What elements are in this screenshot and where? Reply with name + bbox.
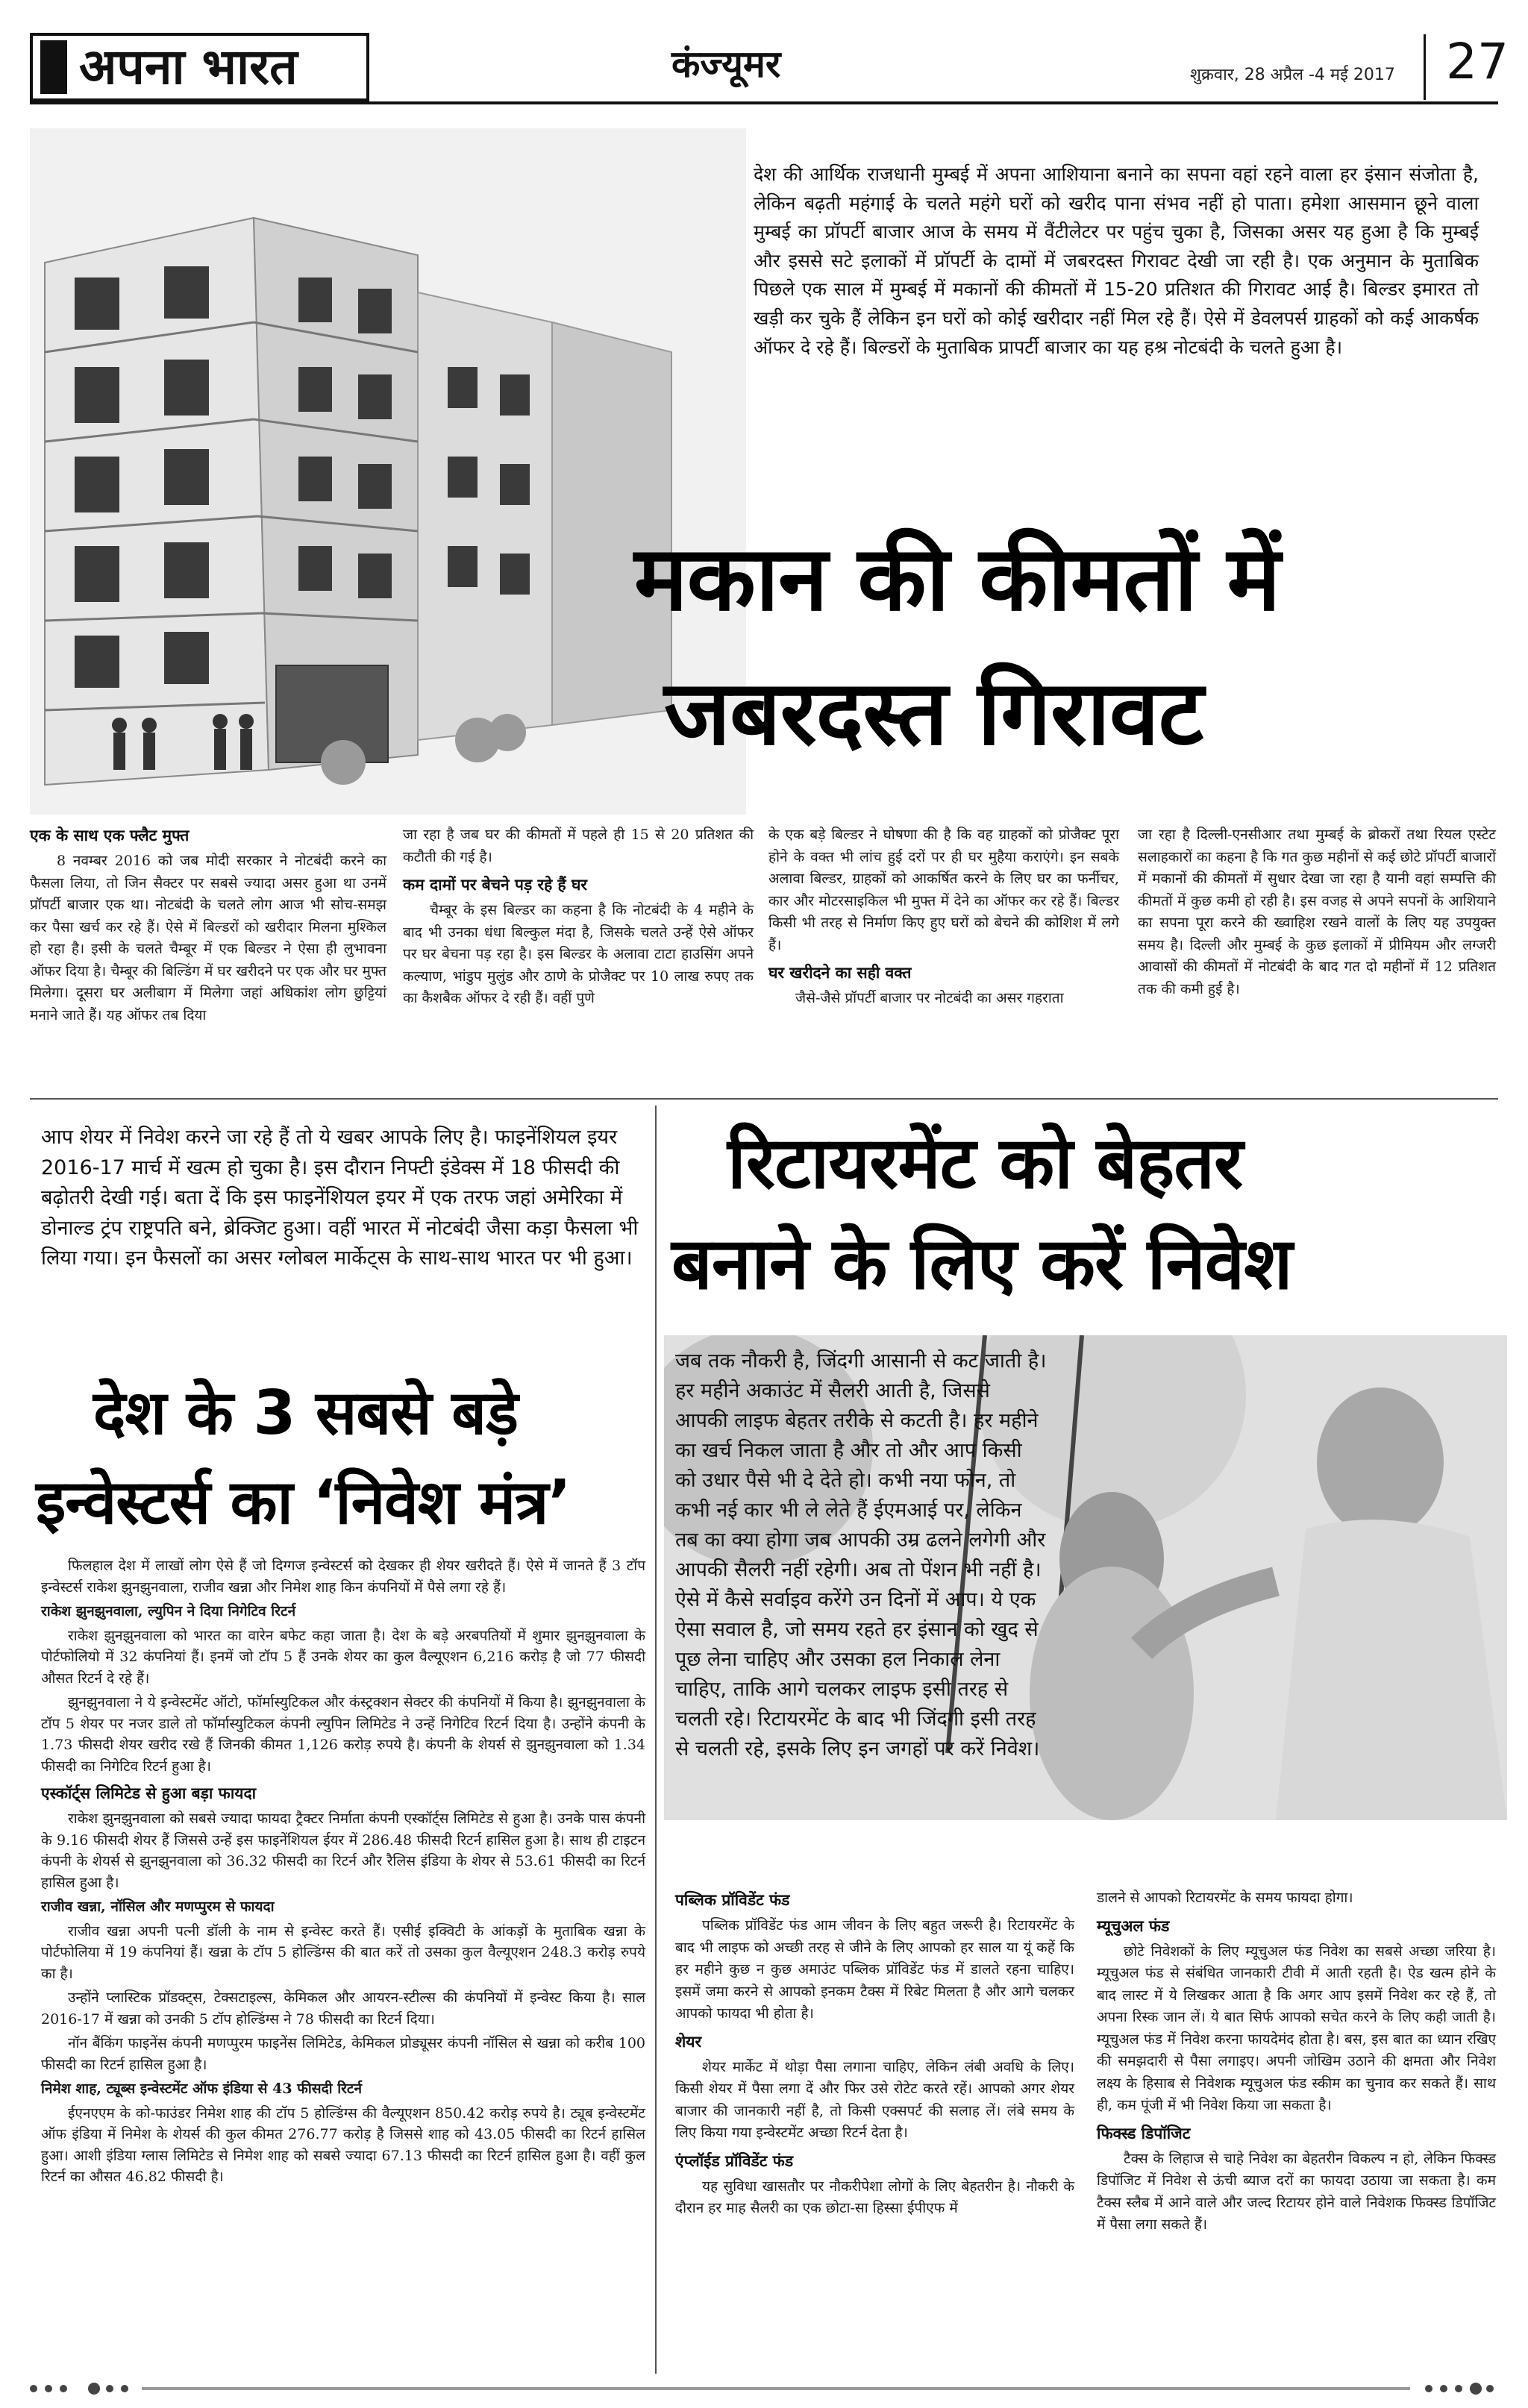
footer-dot bbox=[121, 2385, 128, 2392]
article2-subheading-4: निमेश शाह, ट्यूब्स इन्वेस्टमेंट ऑफ इंडिया से 43 फीसदी रिटर्न bbox=[41, 2081, 363, 2097]
building-illustration bbox=[30, 128, 746, 815]
article2-p3: झुनझुनवाला ने ये इन्वेस्टमेंट ऑटो, फॉर्मास्युटिकल और कंस्ट्रक्शन सेक्टर की कंपनियों में किया है। झुनझुनवाला के टॉप 5 शेयर पर नजर डाले तो फॉर्मास्युटिकल कंपनी ल्युपिन लिमिटेड ने उन्हें निगेटिव रिटर्न दिया है। उन्होंने कंपनी के 1.73 फीसदी शेयर खरीद रखे हैं जिनकी कीमत 1,126 करोड़ रुपये है। कंपनी के शेयर्स से झुनझुनवाला को 1.34 फीसदी का निगेटिव रिटर्न हुआ है। bbox=[41, 1694, 645, 1775]
article1-subheading-3: घर खरीदने का सही वक्त bbox=[768, 964, 912, 982]
footer-dot bbox=[1440, 2385, 1447, 2392]
article3-headline-line1: रिटायरमेंट को बेहतर bbox=[727, 1121, 1243, 1205]
article3-column-1 bbox=[675, 1884, 1074, 2223]
footer-dot bbox=[1425, 2385, 1432, 2392]
article3-p1: पब्लिक प्रॉविडेंट फंड आम जीवन के लिए बहुत जरूरी है। रिटायरमेंट के बाद भी लाइफ को अच्छी तरह से जीने के लिए आपको हर साल या यूं कहें कि हर महीने कुछ न कुछ अमाउंट पब्लिक प्रॉविडेंट फंड में डालते रहना चाहिए। इसमें जमा करने से आपको इनकम टैक्स में रिबेट मिलता है और आगे चलकर आपको फायदा भी होता है। bbox=[675, 1917, 1074, 2022]
section-title: कंज्यूमर bbox=[671, 43, 781, 86]
article2-p4: राकेश झुनझुनवाला को सबसे ज्यादा फायदा ट्रैक्टर निर्माता कंपनी एस्कॉर्ट्स लिमिटेड से हुआ है। उनके पास कंपनी के 9.16 फीसदी शेयर हैं जिससे उन्हें इस फाइनेंशियल ईयर में 286.48 फीसदी रिटर्न हासिल हुआ है। साथ ही टाइटन कंपनी के शेयर्स से झुनझुनवाला को 36.32 फीसदी का रिटर्न और रैलिस इंडिया के शेयर से 53.61 फीसदी का रिटर्न हासिल हुआ है। bbox=[41, 1810, 645, 1891]
article2-p6: उन्होंने प्लास्टिक प्रॉडक्ट्स, टेक्सटाइल्स, केमिकल और आयरन-स्टील्स की कंपनियों में इन्वेस्ट किया है। साल 2016-17 में खन्ना को उनकी 5 टॉप होल्डिंग्स ने 78 फीसदी का रिटर्न दिया। bbox=[41, 1990, 645, 2028]
article1-col2-text2: चैम्बूर के इस बिल्डर का कहना है कि नोटबंदी के 4 महीने के बाद भी उनका धंधा बिल्कुल मंदा है, जिसके चलते उन्हें ऐसे ऑफर पर घर बेचना पड़ रहा है। इस बिल्डर के अलावा टाटा हाउसिंग अपने कल्याण, भांडुप मुलुंड और ठाणे के प्रोजैक्ट पर 10 लाख रुपए तक का कैशबैक ऑफर दे रही हैं। वहीं पुणे bbox=[403, 902, 754, 1006]
footer-dot bbox=[1486, 2385, 1494, 2392]
article3-subheading-4: म्यूचुअल फंड bbox=[1097, 1916, 1170, 1935]
building-photo bbox=[30, 128, 746, 815]
article3-subheading-5: फिक्स्ड डिपॉजिट bbox=[1097, 2124, 1191, 2142]
article3-subheading-3: एंप्लॉईड प्रॉविडेंट फंड bbox=[675, 2151, 794, 2170]
article2-body bbox=[41, 1555, 645, 2191]
article2-subheading-2: एस्कॉर्ट्स लिमिटेड से हुआ बड़ा फायदा bbox=[41, 1784, 257, 1802]
article1-column-2 bbox=[403, 824, 754, 1013]
article2-p1: फिलहाल देश में लाखों लोग ऐसे हैं जो दिग्गज इन्वेस्टर्स को देखकर ही शेयर खरीदते हैं। ऐसे में जानते हैं 3 टॉप इन्वेस्टर्स राकेश झुनझुनवाला, राजीव खन्ना और निमेश शाह किन कंपनियों में पैसे लगा रहे हैं। bbox=[41, 1558, 645, 1596]
article2-p8: ईएनएएम के को-फाउंडर निमेश शाह की टॉप 5 होल्डिंग्स की वैल्यूएशन 850.42 करोड़ रुपये है। ट्यूब इन्वेस्टमेंट ऑफ इंडिया में निमेश के शेयर्स की कुल कीमत 276.77 करोड़ है जिससे शाह को 43.05 फीसदी का रिटर्न हासिल हुआ। आशी इंडिया ग्लास लिमिटेड से निमेश शाह को सबसे ज्यादा 67.13 फीसदी का रिटर्न हासिल हुआ है। वहीं कुल रिटर्न का औसत 46.82 फीसदी है। bbox=[41, 2104, 645, 2185]
masthead-rule bbox=[30, 101, 1498, 104]
article3-column-2 bbox=[1097, 1887, 1496, 2239]
article1-column-1 bbox=[30, 819, 386, 1029]
footer-decoration bbox=[30, 2380, 1498, 2395]
article1-col3-text: के एक बड़े बिल्डर ने घोषणा की है कि वह ग्राहकों को प्रोजैक्ट पूरा होने के वक्त भी लांच हुई दरों पर ही घर मुहैया कराएंगे। इन सबके अलावा बिल्डर, ग्राहकों को आकर्षित करने के लिए घर का फर्नीचर, कार और मोटरसाइकिल भी मुफ्त में देने का ऑफर कर रहे हैं। बिल्डर किसी भी तरह से निर्माण किए हुए घरों को बेचने की कोशिश में लगे हैं। bbox=[768, 827, 1119, 953]
article3-intro: जब तक नौकरी है, जिंदगी आसानी से कट जाती है। हर महीने अकाउंट में सैलरी आती है, जिससे आपकी लाइफ बेहतर तरीके से कटती है। हर महीने का खर्च निकल जाता है और तो और आप किसी को उधार पैसे भी दे देते हो। कभी नया फोन, तो कभी नई कार भी ले लेते हैं ईएमआई पर, लेकिन तब का क्या होगा जब आपकी उम्र ढलने लगेगी और आपकी सैलरी नहीं रहेगी। अब तो पेंशन भी नहीं है। ऐसे में कैसे सर्वाइव करेंगे उन दिनों में आप। ये एक ऐसा सवाल है, जो समय रहते हर इंसान को खुद से पूछ लेना चाहिए और उसका हल निकाल लेना चाहिए, ताकि आगे चलकर लाइफ इसी तरह से चलती रहे। रिटायरमेंट के बाद भी जिंदगी इसी तरह से चलती रहे, इसके लिए इन जगहों पर करें निवेश। bbox=[675, 1349, 1047, 1760]
article1-subheading-1: एक के साथ एक फ्लैट मुफ्त bbox=[30, 827, 190, 844]
article3-p5: छोटे निवेशकों के लिए म्यूचुअल फंड निवेश का सबसे अच्छा जरिया है। म्यूचुअल फंड से संबंधित जानकारी टीवी में आती रहती है। ऐड खत्म होने के बाद लास्ट में ये लिखकर आता है कि अगर आप इसमें निवेश कर रहे हैं, तो अपना रिस्क जान लें। ये बात सिर्फ आपको सचेत करने के लिए कही जाती है। म्यूचुअल फंड में निवेश करना फायदेमंद होता है। बस, इस बात का ध्यान रखिए की समझदारी से पैसा लगाइए। अपनी जोखिम उठाने की क्षमता और निवेश लक्ष्य के हिसाब से निवेशक म्यूचुअल फंड स्कीम का चुनाव कर सकते हैं। साथ ही, कम पूंजी में भी निवेश किया जा सकता है। bbox=[1097, 1943, 1496, 2113]
article1-subheading-2: कम दामों पर बेचने पड़ रहे हैं घर bbox=[403, 876, 588, 894]
article1-headline-line2: जबरदस्त गिरावट bbox=[664, 662, 1203, 765]
page-number: 27 bbox=[1446, 33, 1509, 90]
article3-p3: यह सुविधा खासतौर पर नौकरीपेशा लोगों के लिए बेहतरीन है। नौकरी के दौरान हर माह सैलरी का एक छोटा-सा हिस्सा ईपीएफ में bbox=[675, 2177, 1074, 2216]
footer-dot bbox=[106, 2385, 113, 2392]
article2-subheading-3: राजीव खन्ना, नॉसिल और मणप्पुरम से फायदा bbox=[41, 1899, 275, 1915]
footer-dot bbox=[88, 2383, 100, 2395]
footer-dot bbox=[60, 2385, 67, 2392]
footer-dot bbox=[1470, 2383, 1482, 2395]
section-separator bbox=[30, 1098, 1498, 1100]
masthead-divider bbox=[1424, 34, 1426, 100]
article2-p2: राकेश झुनझुनवाला को भारत का वारेन बफेट कहा जाता है। देश के बड़े अरबपतियों में शुमार झुनझुनवाला के पोर्टफोलियो में 32 कंपनियां हैं। इनमें जो टॉप 5 हैं उनके शेयर का कुल वैल्यूएशन 6,216 करोड़ है जो 77 फीसदी औसत रिटर्न दे रहे हैं। bbox=[41, 1627, 645, 1687]
newspaper-logo bbox=[30, 33, 369, 101]
article3-p4: डालने से आपको रिटायरमेंट के समय फायदा होगा। bbox=[1097, 1890, 1353, 1906]
article1-col2-text: जा रहा है जब घर की कीमतों में पहले ही 15 से 20 प्रतिशत की कटौती की गई है। bbox=[403, 827, 754, 865]
vertical-separator bbox=[655, 1106, 657, 2374]
article2-headline-line1: देश के 3 सबसे बड़े bbox=[93, 1378, 518, 1449]
article1-col1-text: 8 नवम्बर 2016 को जब मोदी सरकार ने नोटबंदी करने का फैसला लिया, तो जिन सैक्टर पर सबसे ज्यादा असर हुआ था उनमें प्रॉपर्टी बाजार एक था। नोटबंदी के चलते लोग आज भी सोच-समझ कर पैसा खर्च कर रहे हैं। ऐसे में बिल्डरों को खरीदार मिलना मुश्किल हो रहा है। इसी के चलते चैम्बूर में एक बिल्डर ने ऐसा ही लुभावना ऑफर दिया है। चैम्बूर की बिल्डिंग में घर खरीदने पर एक और घर मुफ्त मिलेगा। दूसरा घर अलीबाग में मिलेगा जहां अधिकांश लोग छुट्टियां मनाने जाते हैं। यह ऑफर तब दिया bbox=[30, 853, 386, 1023]
article1-intro: देश की आर्थिक राजधानी मुम्बई में अपना आशियाना बनाने का सपना वहां रहने वाला हर इंसान संजोता है, लेकिन बढ़ती महंगाई के चलते महंगे घरों को खरीद पाना संभव नहीं हो पाता। हमेशा आसमान छूने वाला मुम्बई का प्रॉपर्टी बाजार आज के समय में वैंटीलेटर पर पहुंच चुका है, जिसका असर यह हुआ है कि मुम्बई और इससे सटे इलाकों में प्रॉपर्टी के दामों में जबरदस्त गिरावट देखी जा रही है। एक अनुमान के मुताबिक पिछले एक साल में मुम्बई में मकानों की कीमतों में 15-20 प्रतिशत की गिरावट आई है। बिल्डर इमारत तो खड़ी कर चुके हैं लेकिन इन घरों को कोई खरीदार नहीं मिल रहे हैं। ऐसे में डेवलपर्स ग्राहकों को कई आकर्षक ऑफर दे रहे हैं। बिल्डरों के मुताबिक प्रापर्टी बाजार का यह हश्र नोटबंदी के चलते हुआ है। bbox=[754, 163, 1479, 358]
footer-dot bbox=[30, 2385, 37, 2392]
article3-headline-line2: बनाने के लिए करें निवेश bbox=[671, 1222, 1292, 1305]
article2-p5: राजीव खन्ना अपनी पत्नी डॉली के नाम से इन्वेस्ट करते हैं। एसीई इक्विटी के आंकड़ों के मुताबिक खन्ना के पोर्टफोलिया में 19 कंपनियां हैं। खन्ना के टॉप 5 होल्डिंग्स की बात करें तो उसका कुल वैल्यूएशन 248.3 करोड़ रुपये का है। bbox=[41, 1922, 645, 1982]
footer-line bbox=[142, 2387, 1410, 2390]
article2-headline-line2: इन्वेस्टर्स का ‘निवेश मंत्र’ bbox=[36, 1467, 571, 1538]
footer-dot bbox=[1455, 2385, 1462, 2392]
article1-col3-text2: जैसे-जैसे प्रॉपर्टी बाजार पर नोटबंदी का असर गहराता bbox=[795, 990, 1064, 1006]
article1-headline-line1: मकान की कीमतों में bbox=[634, 527, 1280, 631]
article2-intro: आप शेयर में निवेश करने जा रहे हैं तो ये खबर आपके लिए है। फाइनेंशियल इयर 2016-17 मार्च में खत्म हो चुका है। इस दौरान निफ्टी इंडेक्स में 18 फीसदी की बढ़ोतरी देखी गई। बता दें कि इस फाइनेंशियल इयर में एक तरफ जहां अमेरिका में डोनाल्ड ट्रंप राष्ट्रपति बने, ब्रेक्जिट हुआ। वहीं भारत में नोटबंदी जैसा कड़ा फैसला भी लिया गया। इन फैसलों का असर ग्लोबल मार्केट्स के साथ-साथ भारत पर भी हुआ। bbox=[41, 1126, 639, 1270]
logo-text: अपना भारत bbox=[79, 38, 298, 95]
article2-p7: नॉन बैंकिंग फाइनेंस कंपनी मणप्पुरम फाइनेंस लिमिटेड, केमिकल प्रोड्यूसर कंपनी नॉसिल से खन्ना को करीब 100 फीसदी का रिटर्न हासिल हुआ है। bbox=[41, 2035, 645, 2073]
article1-column-4 bbox=[1138, 824, 1496, 1003]
issue-date: शुक्रवार, 28 अप्रैल -4 मई 2017 bbox=[1190, 66, 1395, 84]
article3-subheading-1: पब्लिक प्रॉविडेंट फंड bbox=[675, 1891, 790, 1909]
article3-p6: टैक्स के लिहाज से चाहे निवेश का बेहतरीन विकल्प न हो, लेकिन फिक्स्ड डिपॉजिट में निवेश से ऊंची ब्याज दरों का फायदा उठाया जा सकता है। कम टैक्स स्लैब में आने वाले और जल्द रिटायर होने वाले निवेशक फिक्स्ड डिपॉजिट में पैसा लगा सकते हैं। bbox=[1097, 2150, 1496, 2233]
footer-dot bbox=[45, 2385, 52, 2392]
masthead bbox=[30, 30, 1509, 104]
article3-p2: शेयर मार्केट में थोड़ा पैसा लगाना चाहिए, लेकिन लंबी अवधि के लिए। किसी शेयर में पैसा लगा दें और फिर उसे रोटेट करते रहें। आपको अगर शेयर बाजार की जानकारी नहीं है, तो किसी एक्सपर्ट की सलाह लें। लंबे समय के लिए किया गया इन्वेस्टमेंट अच्छा रिटर्न देता है। bbox=[675, 2058, 1074, 2141]
logo-bar bbox=[40, 40, 67, 94]
article1-column-3 bbox=[768, 824, 1119, 1013]
article1-col4-text: जा रहा है दिल्ली-एनसीआर तथा मुम्बई के ब्रोकरों तथा रियल एस्टेट सलाहकारों का कहना है कि गत कुछ महीनों से कई छोटे प्रॉपर्टी बाजारों में मकानों की कीमतों में सुधार देखा जा रहा है यानी वहां सम्पत्ति की कीमतों में कुछ कमी हो रही है। इस वजह से अपने सपनों के आशियाने का सपना पूरा करने की ख्वाहिश रखने वालों के लिए यह उपयुक्त समय है। दिल्ली और मुम्बई के कुछ इलाकों में प्रीमियम और लग्जरी आवासों की कीमतों में नोटबंदी के बाद गत दो महीनों में 12 प्रतिशत तक की कमी हुई है। bbox=[1138, 827, 1496, 997]
article3-subheading-2: शेयर bbox=[675, 2032, 702, 2051]
article2-subheading-1: राकेश झुनझुनवाला, ल्युपिन ने दिया निगेटिव रिटर्न bbox=[41, 1603, 296, 1620]
